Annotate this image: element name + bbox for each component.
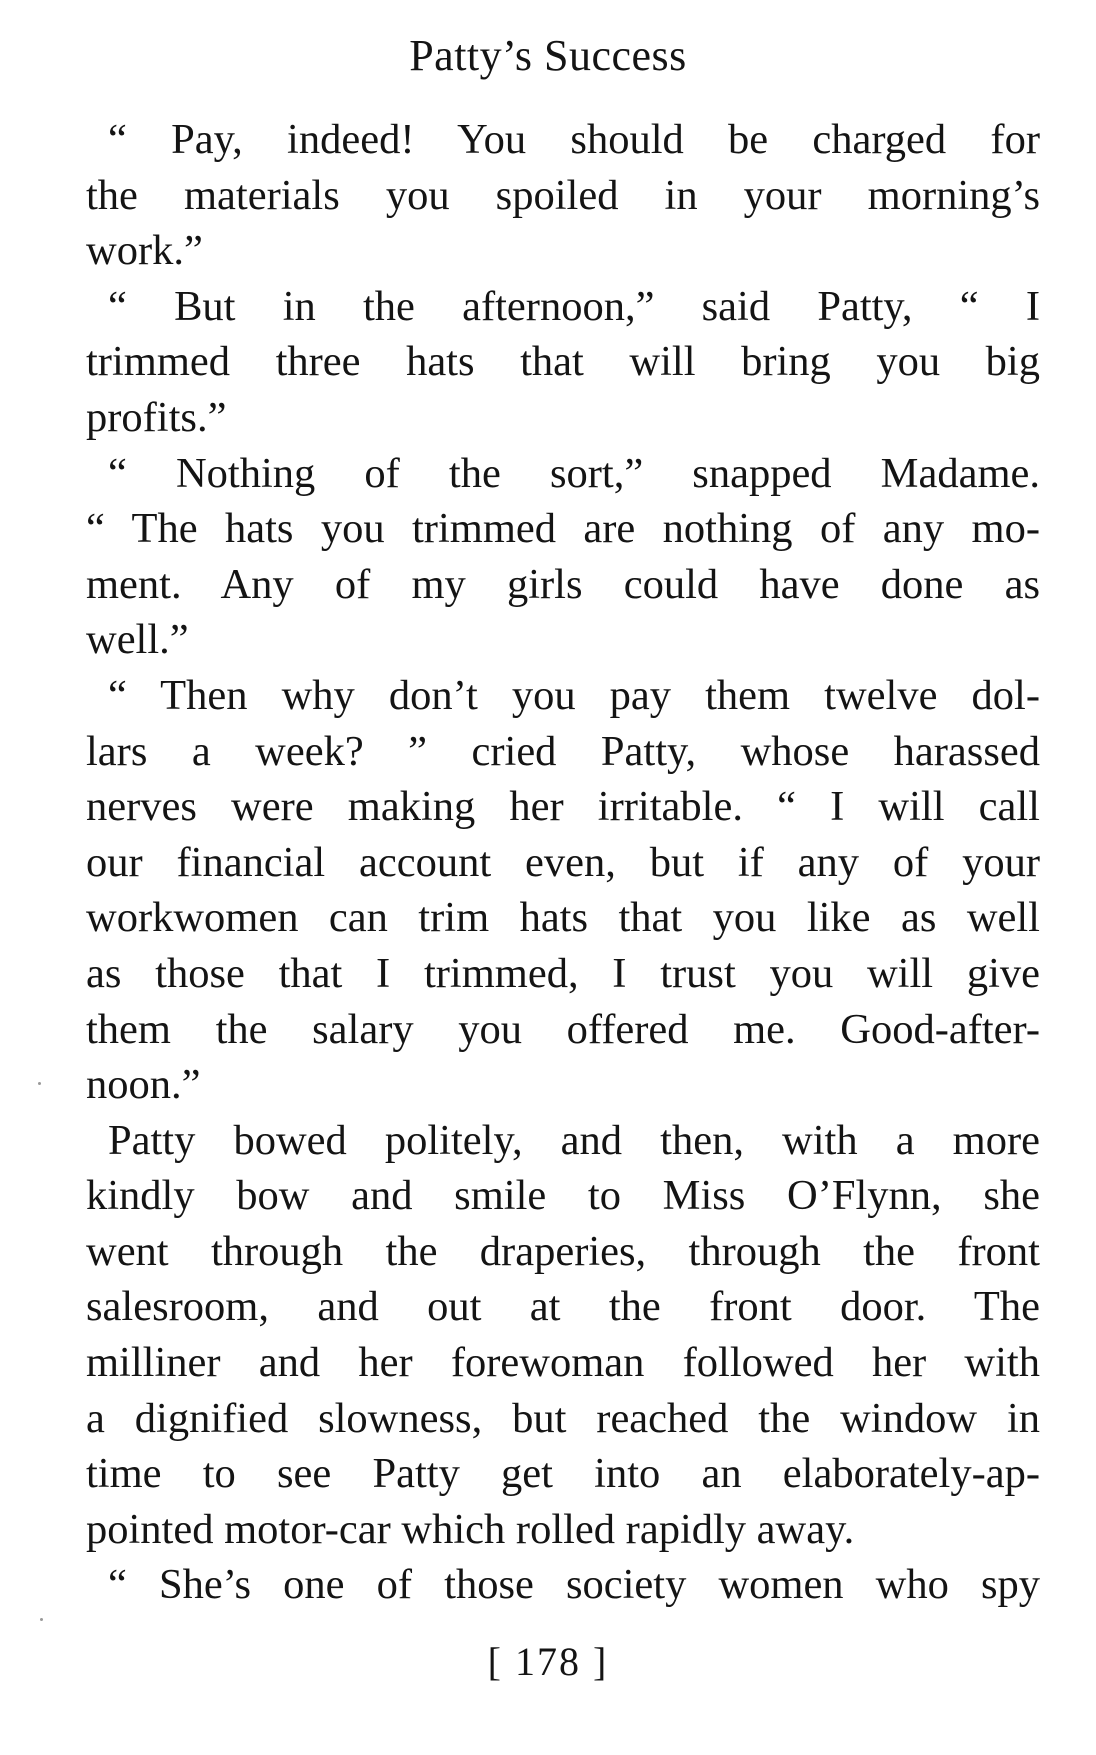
- text-line-3: work.”: [86, 227, 203, 275]
- text-line-16: as those that I trimmed, I trust you will give: [86, 949, 1040, 997]
- text-line-7: “ Nothing of the sort,” snapped Madame.: [108, 449, 1040, 497]
- text-line-18: noon.”: [86, 1061, 201, 1109]
- text-line-9: ment. Any of my girls could have done as: [86, 560, 1040, 608]
- text-line-20: kindly bow and smile to Miss O’Flynn, she: [86, 1172, 1040, 1220]
- text-line-27: “ She’s one of those society women who spy: [108, 1561, 1040, 1609]
- text-line-13: nerves were making her irritable. “ I will call: [86, 783, 1040, 831]
- print-speck: [38, 1082, 41, 1085]
- text-line-4: “ But in the afternoon,” said Patty, “ I: [108, 282, 1040, 330]
- text-line-23: milliner and her forewoman followed her with: [86, 1339, 1040, 1387]
- text-line-8: “ The hats you trimmed are nothing of any mo-: [86, 505, 1040, 553]
- text-line-6: profits.”: [86, 393, 227, 441]
- text-line-25: time to see Patty get into an elaborately-ap-: [86, 1450, 1040, 1498]
- text-line-5: trimmed three hats that will bring you big: [86, 338, 1040, 386]
- text-line-11: “ Then why don’t you pay them twelve dol-: [108, 671, 1040, 719]
- print-speck: [40, 1618, 43, 1621]
- text-line-22: salesroom, and out at the front door. The: [86, 1283, 1040, 1331]
- text-line-10: well.”: [86, 616, 189, 664]
- text-line-1: “ Pay, indeed! You should be charged for: [108, 116, 1040, 163]
- page-number: [ 178 ]: [487, 1639, 609, 1684]
- text-line-26: pointed motor-car which rolled rapidly away.: [86, 1505, 855, 1553]
- body-text: [86, 112, 1040, 1613]
- text-line-19: Patty bowed politely, and then, with a more: [108, 1116, 1040, 1164]
- text-line-15: workwomen can trim hats that you like as well: [86, 894, 1040, 942]
- text-line-14: our financial account even, but if any of your: [86, 838, 1040, 886]
- text-line-2: the materials you spoiled in your morning’s: [86, 171, 1040, 219]
- text-line-24: a dignified slowness, but reached the window in: [86, 1394, 1040, 1442]
- text-line-21: went through the draperies, through the front: [86, 1227, 1040, 1275]
- running-head: Patty’s Success: [409, 31, 687, 80]
- text-line-17: them the salary you offered me. Good-after-: [86, 1005, 1040, 1053]
- text-line-12: lars a week? ” cried Patty, whose harassed: [86, 727, 1040, 775]
